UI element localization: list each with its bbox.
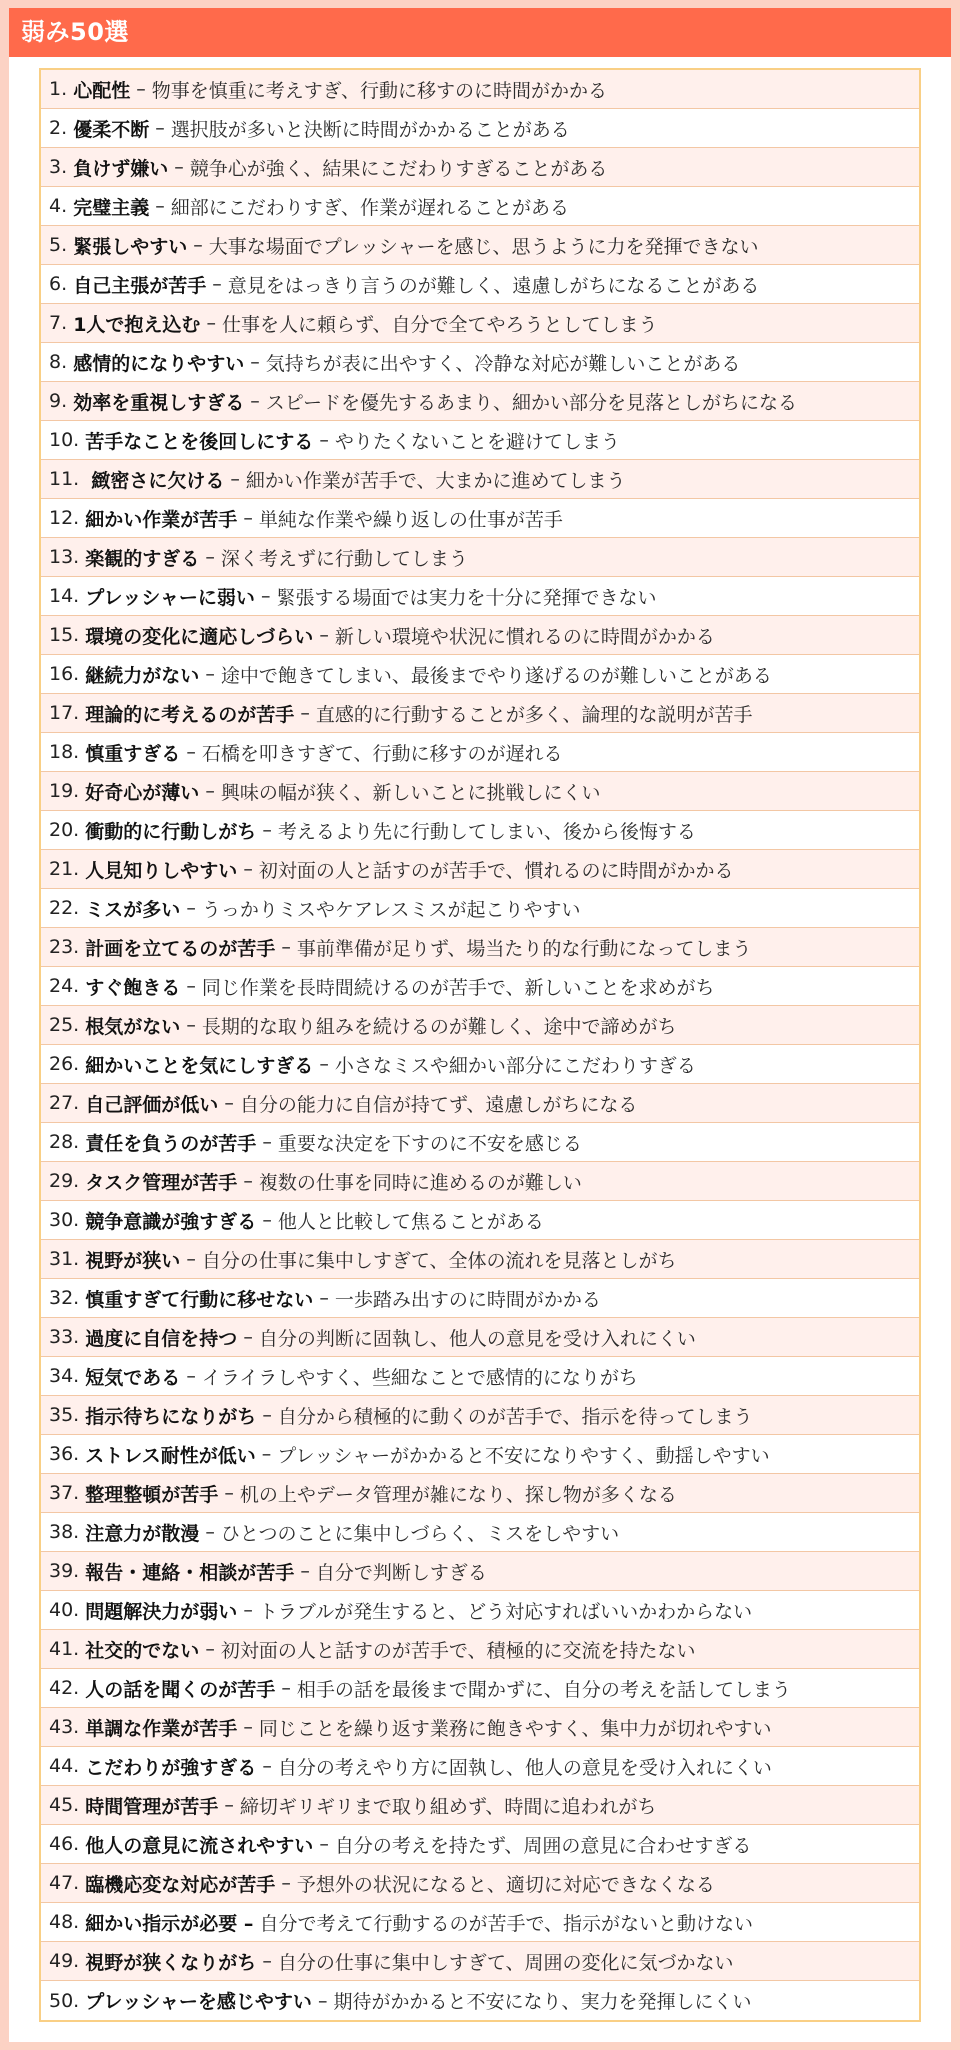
item-number: 39. bbox=[49, 1560, 80, 1582]
item-separator: – bbox=[275, 1872, 297, 1894]
page-title: 弱み50選 bbox=[21, 18, 129, 46]
item-description: 机の上やデータ管理が雑になり、探し物が多くなる bbox=[239, 1483, 677, 1506]
item-title: 心配性 bbox=[73, 79, 131, 102]
item-description: うっかりミスやケアレスミスが起こりやすい bbox=[201, 898, 581, 921]
item-title: 単調な作業が苦手 bbox=[85, 1717, 238, 1740]
item-number: 44. bbox=[49, 1755, 80, 1777]
item-description: 競争心が強く、結果にこだわりすぎることがある bbox=[189, 157, 608, 180]
item-title: 時間管理が苦手 bbox=[85, 1795, 219, 1818]
item-separator: – bbox=[130, 78, 152, 100]
item-title: 緊張しやすい bbox=[73, 235, 188, 258]
item-separator: – bbox=[149, 195, 171, 217]
item-description: 単純な作業や繰り返しの仕事が苦手 bbox=[258, 508, 563, 531]
item-title: 苦手なことを後回しにする bbox=[85, 430, 314, 453]
item-number: 22. bbox=[49, 897, 80, 919]
item-separator: – bbox=[199, 1638, 221, 1660]
item-title: 注意力が散漫 bbox=[85, 1522, 200, 1545]
item-description: 自分の仕事に集中しすぎて、全体の流れを見落としがち bbox=[201, 1249, 677, 1272]
item-number: 18. bbox=[49, 741, 80, 763]
item-separator: – bbox=[187, 234, 209, 256]
item-description: イライラしやすく、些細なことで感情的になりがち bbox=[201, 1366, 638, 1389]
item-description: 自分で判断しすぎる bbox=[315, 1561, 487, 1584]
item-title: 指示待ちになりがち bbox=[85, 1405, 257, 1428]
item-separator: – bbox=[256, 1404, 278, 1426]
item-separator: – bbox=[224, 468, 246, 490]
item-separator: – bbox=[313, 1287, 335, 1309]
list-item bbox=[41, 928, 919, 967]
item-title: 継続力がない bbox=[85, 664, 200, 687]
item-description: 相手の話を最後まで聞かずに、自分の考えを話してしまう bbox=[296, 1678, 791, 1701]
list-item bbox=[41, 421, 919, 460]
list-item bbox=[41, 1786, 919, 1825]
list-item bbox=[41, 1825, 919, 1864]
list-item bbox=[41, 1903, 919, 1942]
list-item bbox=[41, 1357, 919, 1396]
item-description: 自分から積極的に動くのが苦手で、指示を待ってしまう bbox=[277, 1405, 753, 1428]
item-title: ミスが多い bbox=[85, 898, 181, 921]
item-separator: – bbox=[218, 1092, 240, 1114]
item-number: 43. bbox=[49, 1716, 80, 1738]
item-description: 自分の考えを持たず、周囲の意見に合わせすぎる bbox=[334, 1834, 752, 1857]
item-description: 自分の判断に固執し、他人の意見を受け入れにくい bbox=[258, 1327, 696, 1350]
item-description: 自分で考えて行動するのが苦手で、指示がないと動けない bbox=[259, 1912, 754, 1935]
item-title: 理論的に考えるのが苦手 bbox=[85, 703, 295, 726]
item-number: 50. bbox=[49, 1989, 80, 2012]
item-number: 31. bbox=[49, 1248, 80, 1270]
item-number: 38. bbox=[49, 1521, 80, 1543]
item-number: 19. bbox=[49, 780, 80, 802]
list-item bbox=[41, 1045, 919, 1084]
list-item bbox=[41, 1591, 919, 1630]
item-title: 楽観的すぎる bbox=[85, 547, 200, 570]
item-number: 3. bbox=[49, 156, 68, 178]
list-item bbox=[41, 577, 919, 616]
item-description: 重要な決定を下すのに不安を感じる bbox=[277, 1132, 582, 1155]
item-title: プレッシャーに弱い bbox=[85, 586, 255, 609]
item-number: 21. bbox=[49, 858, 80, 880]
item-number: 28. bbox=[49, 1131, 80, 1153]
item-description: 期待がかかると不安になり、実力を発揮しにくい bbox=[333, 1991, 752, 2013]
item-number: 33. bbox=[49, 1326, 80, 1348]
item-title: 過度に自信を持つ bbox=[85, 1327, 238, 1350]
item-title: 報告・連絡・相談が苦手 bbox=[85, 1561, 295, 1584]
item-title: 社交的でない bbox=[85, 1639, 200, 1662]
item-separator: – bbox=[313, 624, 335, 646]
item-separator: – bbox=[256, 819, 278, 841]
list-item bbox=[41, 1318, 919, 1357]
list-item bbox=[41, 1513, 919, 1552]
item-number: 45. bbox=[49, 1794, 80, 1816]
item-description: 石橋を叩きすぎて、行動に移すのが遅れる bbox=[201, 742, 563, 765]
list-item bbox=[41, 1435, 919, 1474]
item-number: 5. bbox=[49, 234, 68, 256]
item-separator: – bbox=[180, 975, 202, 997]
item-number: 10. bbox=[49, 429, 80, 451]
item-separator: – bbox=[237, 1170, 259, 1192]
list-item bbox=[41, 733, 919, 772]
list-item bbox=[41, 1006, 919, 1045]
list-item bbox=[41, 772, 919, 811]
item-separator: – bbox=[256, 1950, 278, 1972]
list-item bbox=[41, 1474, 919, 1513]
item-separator: – bbox=[244, 390, 266, 412]
item-separator: – bbox=[200, 312, 223, 334]
item-number: 4. bbox=[49, 195, 68, 217]
item-title: 短気である bbox=[85, 1366, 181, 1389]
list-item bbox=[41, 460, 919, 499]
page bbox=[9, 8, 951, 2042]
item-separator: – bbox=[256, 1131, 278, 1153]
list-item bbox=[41, 226, 919, 265]
item-description: 大事な場面でプレッシャーを感じ、思うように力を発揮できない bbox=[208, 235, 759, 258]
item-number: 49. bbox=[49, 1950, 80, 1972]
item-number: 17. bbox=[49, 702, 80, 724]
item-number: 11. bbox=[49, 468, 86, 490]
item-number: 37. bbox=[49, 1482, 80, 1504]
item-number: 20. bbox=[49, 819, 80, 841]
item-number: 7. bbox=[49, 312, 68, 334]
item-title: 根気がない bbox=[85, 1015, 181, 1038]
item-number: 13. bbox=[49, 546, 80, 568]
list-item bbox=[41, 1123, 919, 1162]
item-number: 47. bbox=[49, 1872, 80, 1894]
item-title: 効率を重視しすぎる bbox=[73, 391, 245, 414]
list-item bbox=[41, 1942, 919, 1981]
item-separator: – bbox=[313, 1053, 335, 1075]
item-number: 15. bbox=[49, 624, 80, 646]
list-item bbox=[41, 148, 919, 187]
item-separator: – bbox=[180, 741, 202, 763]
item-separator: – bbox=[199, 1521, 221, 1543]
item-title: 人の話を聞くのが苦手 bbox=[85, 1678, 276, 1701]
item-title: 細かいことを気にしすぎる bbox=[85, 1054, 314, 1077]
item-description: 選択肢が多いと決断に時間がかかることがある bbox=[170, 118, 570, 141]
item-separator: – bbox=[199, 780, 221, 802]
item-description: 同じ作業を長時間続けるのが苦手で、新しいことを求めがち bbox=[201, 976, 715, 999]
item-separator: – bbox=[237, 1716, 259, 1738]
item-separator: – bbox=[311, 1989, 334, 2012]
item-title: 整理整頓が苦手 bbox=[85, 1483, 219, 1506]
item-title: 視野が狭い bbox=[85, 1249, 181, 1272]
list-item bbox=[41, 1747, 919, 1786]
weakness-list bbox=[39, 68, 921, 2022]
item-separator: – bbox=[237, 1326, 259, 1348]
item-separator: – bbox=[218, 1482, 240, 1504]
item-separator: – bbox=[256, 1755, 278, 1777]
item-separator: – bbox=[218, 1794, 240, 1816]
item-title: 視野が狭くなりがち bbox=[85, 1951, 257, 1974]
item-number: 46. bbox=[49, 1833, 80, 1855]
list-item bbox=[41, 1552, 919, 1591]
item-number: 35. bbox=[49, 1404, 80, 1426]
item-title: 自己評価が低い bbox=[85, 1093, 219, 1116]
list-item bbox=[41, 1201, 919, 1240]
item-description: 途中で飽きてしまい、最後までやり遂げるのが難しいことがある bbox=[220, 664, 772, 687]
item-description: 新しい環境や状況に慣れるのに時間がかかる bbox=[334, 625, 715, 648]
list-item bbox=[41, 499, 919, 538]
item-number: 40. bbox=[49, 1599, 80, 1621]
list-item bbox=[41, 655, 919, 694]
list-item bbox=[41, 967, 919, 1006]
item-separator: – bbox=[199, 663, 221, 685]
list-item bbox=[41, 1162, 919, 1201]
list-item bbox=[41, 1396, 919, 1435]
item-separator: – bbox=[313, 1833, 335, 1855]
list-item bbox=[41, 850, 919, 889]
item-description: 緊張する場面では実力を十分に発揮できない bbox=[276, 586, 657, 609]
item-description: 物事を慎重に考えすぎ、行動に移すのに時間がかかる bbox=[151, 79, 608, 102]
item-title: 感情的になりやすい bbox=[73, 352, 245, 375]
item-separator: – bbox=[256, 1209, 278, 1231]
item-description: 意見をはっきり言うのが難しく、遠慮しがちになることがある bbox=[227, 274, 760, 297]
item-title: 人見知りしやすい bbox=[85, 859, 238, 882]
item-separator: – bbox=[168, 156, 190, 178]
item-title: 細かい作業が苦手 bbox=[85, 508, 238, 531]
item-separator: – bbox=[255, 1443, 278, 1465]
item-title: 優柔不断 bbox=[73, 118, 150, 141]
list-item bbox=[41, 811, 919, 850]
item-description: 細かい作業が苦手で、大まかに進めてしまう bbox=[245, 469, 626, 492]
item-description: 締切ギリギリまで取り組めず、時間に追われがち bbox=[239, 1795, 657, 1818]
item-description: トラブルが発生すると、どう対応すればいいかわからない bbox=[258, 1600, 753, 1623]
item-separator: – bbox=[244, 351, 266, 373]
item-number: 30. bbox=[49, 1209, 80, 1231]
item-title: 好奇心が薄い bbox=[85, 781, 200, 804]
item-title: 環境の変化に適応しづらい bbox=[85, 625, 314, 648]
item-number: 26. bbox=[49, 1053, 80, 1075]
item-separator: – bbox=[275, 1677, 297, 1699]
list-item bbox=[41, 1864, 919, 1903]
item-number: 42. bbox=[49, 1677, 80, 1699]
item-description: 同じことを繰り返す業務に飽きやすく、集中力が切れやすい bbox=[258, 1717, 772, 1740]
item-description: ひとつのことに集中しづらく、ミスをしやすい bbox=[220, 1522, 620, 1545]
item-number: 16. bbox=[49, 663, 80, 685]
item-title: すぐ飽きる bbox=[85, 976, 181, 999]
list-item bbox=[41, 538, 919, 577]
item-description: 気持ちが表に出やすく、冷静な対応が難しいことがある bbox=[265, 352, 741, 375]
item-description: 事前準備が足りず、場当たり的な行動になってしまう bbox=[296, 937, 752, 960]
item-description: スピードを優先するあまり、細かい部分を見落としがちになる bbox=[265, 391, 798, 414]
item-description: 長期的な取り組みを続けるのが難しく、途中で諦めがち bbox=[201, 1015, 677, 1038]
list-item bbox=[41, 109, 919, 148]
item-title: 問題解決力が弱い bbox=[85, 1600, 238, 1623]
item-title: 慎重すぎる bbox=[85, 742, 181, 765]
item-description: 予想外の状況になると、適切に対応できなくなる bbox=[296, 1873, 715, 1896]
item-title: 衝動的に行動しがち bbox=[85, 820, 257, 843]
item-title: ストレス耐性が低い bbox=[85, 1444, 256, 1467]
list-item bbox=[41, 382, 919, 421]
item-separator: – bbox=[180, 1248, 202, 1270]
item-number: 2. bbox=[49, 117, 68, 139]
item-description: プレッシャーがかかると不安になりやすく、動揺しやすい bbox=[277, 1444, 770, 1467]
list-item bbox=[41, 304, 919, 343]
item-separator: – bbox=[294, 1560, 316, 1582]
item-title: 責任を負うのが苦手 bbox=[85, 1132, 257, 1155]
item-title: 競争意識が強すぎる bbox=[85, 1210, 257, 1233]
item-number: 41. bbox=[49, 1638, 80, 1660]
item-description: 複数の仕事を同時に進めるのが難しい bbox=[258, 1171, 582, 1194]
list-item bbox=[41, 1084, 919, 1123]
list-item bbox=[41, 1279, 919, 1318]
item-number: 29. bbox=[49, 1170, 80, 1192]
item-description: 自分の仕事に集中しすぎて、周囲の変化に気づかない bbox=[277, 1951, 734, 1974]
item-description: 深く考えずに行動してしまう bbox=[220, 547, 468, 570]
item-description: 直感的に行動することが多く、論理的な説明が苦手 bbox=[315, 703, 753, 726]
item-title: 完璧主義 bbox=[73, 196, 150, 219]
list-item bbox=[41, 1630, 919, 1669]
item-number: 36. bbox=[49, 1443, 80, 1465]
item-title: 細かい指示が必要 – bbox=[85, 1912, 254, 1935]
item-separator: – bbox=[237, 507, 259, 529]
item-description: 考えるより先に行動してしまい、後から後悔する bbox=[277, 820, 696, 843]
item-separator: – bbox=[254, 585, 277, 607]
item-description: 一歩踏み出すのに時間がかかる bbox=[334, 1288, 601, 1311]
list-item bbox=[41, 1240, 919, 1279]
item-description: やりたくないことを避けてしまう bbox=[334, 430, 620, 453]
list-item bbox=[41, 265, 919, 304]
item-title: 他人の意見に流されやすい bbox=[85, 1834, 314, 1857]
item-number: 32. bbox=[49, 1287, 80, 1309]
item-separator: – bbox=[149, 117, 171, 139]
item-separator: – bbox=[294, 702, 316, 724]
item-number: 34. bbox=[49, 1365, 80, 1387]
item-number: 27. bbox=[49, 1092, 80, 1114]
item-separator: – bbox=[199, 546, 221, 568]
item-separator: – bbox=[180, 1014, 202, 1036]
item-number: 48. bbox=[49, 1911, 80, 1933]
item-number: 8. bbox=[49, 351, 68, 373]
item-description: 初対面の人と話すのが苦手で、積極的に交流を持たない bbox=[220, 1639, 696, 1662]
item-title: 1人で抱え込む bbox=[73, 313, 201, 336]
item-number: 12. bbox=[49, 507, 80, 529]
item-number: 14. bbox=[49, 585, 80, 607]
item-description: 初対面の人と話すのが苦手で、慣れるのに時間がかかる bbox=[258, 859, 734, 882]
item-separator: – bbox=[237, 1599, 259, 1621]
item-separator: – bbox=[275, 936, 297, 958]
item-title: 臨機応変な対応が苦手 bbox=[85, 1873, 276, 1896]
list-item bbox=[41, 187, 919, 226]
item-description: 仕事を人に頼らず、自分で全てやろうとしてしまう bbox=[222, 313, 658, 336]
item-description: 自分の能力に自信が持てず、遠慮しがちになる bbox=[239, 1093, 638, 1116]
item-description: 小さなミスや細かい部分にこだわりすぎる bbox=[334, 1054, 696, 1077]
item-separator: – bbox=[237, 858, 259, 880]
list-item bbox=[41, 1981, 919, 2020]
item-title: 計画を立てるのが苦手 bbox=[85, 937, 276, 960]
item-number: 25. bbox=[49, 1014, 80, 1036]
item-title: 自己主張が苦手 bbox=[73, 274, 207, 297]
item-title: 負けず嫌い bbox=[73, 157, 169, 180]
item-title: 緻密さに欠ける bbox=[91, 469, 225, 492]
item-title: 慎重すぎて行動に移せない bbox=[85, 1288, 314, 1311]
item-description: 細部にこだわりすぎ、作業が遅れることがある bbox=[170, 196, 570, 219]
list-item bbox=[41, 616, 919, 655]
item-number: 23. bbox=[49, 936, 80, 958]
item-title: こだわりが強すぎる bbox=[85, 1756, 257, 1779]
item-separator: – bbox=[206, 273, 228, 295]
list-item bbox=[41, 889, 919, 928]
item-number: 1. bbox=[49, 78, 68, 100]
item-description: 興味の幅が狭く、新しいことに挑戦しにくい bbox=[220, 781, 601, 804]
item-separator: – bbox=[180, 897, 202, 919]
item-title: タスク管理が苦手 bbox=[85, 1171, 238, 1194]
list-item bbox=[41, 343, 919, 382]
list-item bbox=[41, 1708, 919, 1747]
item-separator: – bbox=[313, 429, 335, 451]
header-banner bbox=[9, 8, 951, 57]
item-title: プレッシャーを感じやすい bbox=[85, 1991, 312, 2013]
item-separator: – bbox=[180, 1365, 202, 1387]
item-number: 9. bbox=[49, 390, 68, 412]
item-description: 他人と比較して焦ることがある bbox=[277, 1210, 544, 1233]
item-description: 自分の考えやり方に固執し、他人の意見を受け入れにくい bbox=[277, 1756, 772, 1779]
list-item bbox=[41, 694, 919, 733]
item-number: 6. bbox=[49, 273, 68, 295]
list-item bbox=[41, 1669, 919, 1708]
list-item bbox=[41, 70, 919, 109]
item-number: 24. bbox=[49, 975, 80, 997]
